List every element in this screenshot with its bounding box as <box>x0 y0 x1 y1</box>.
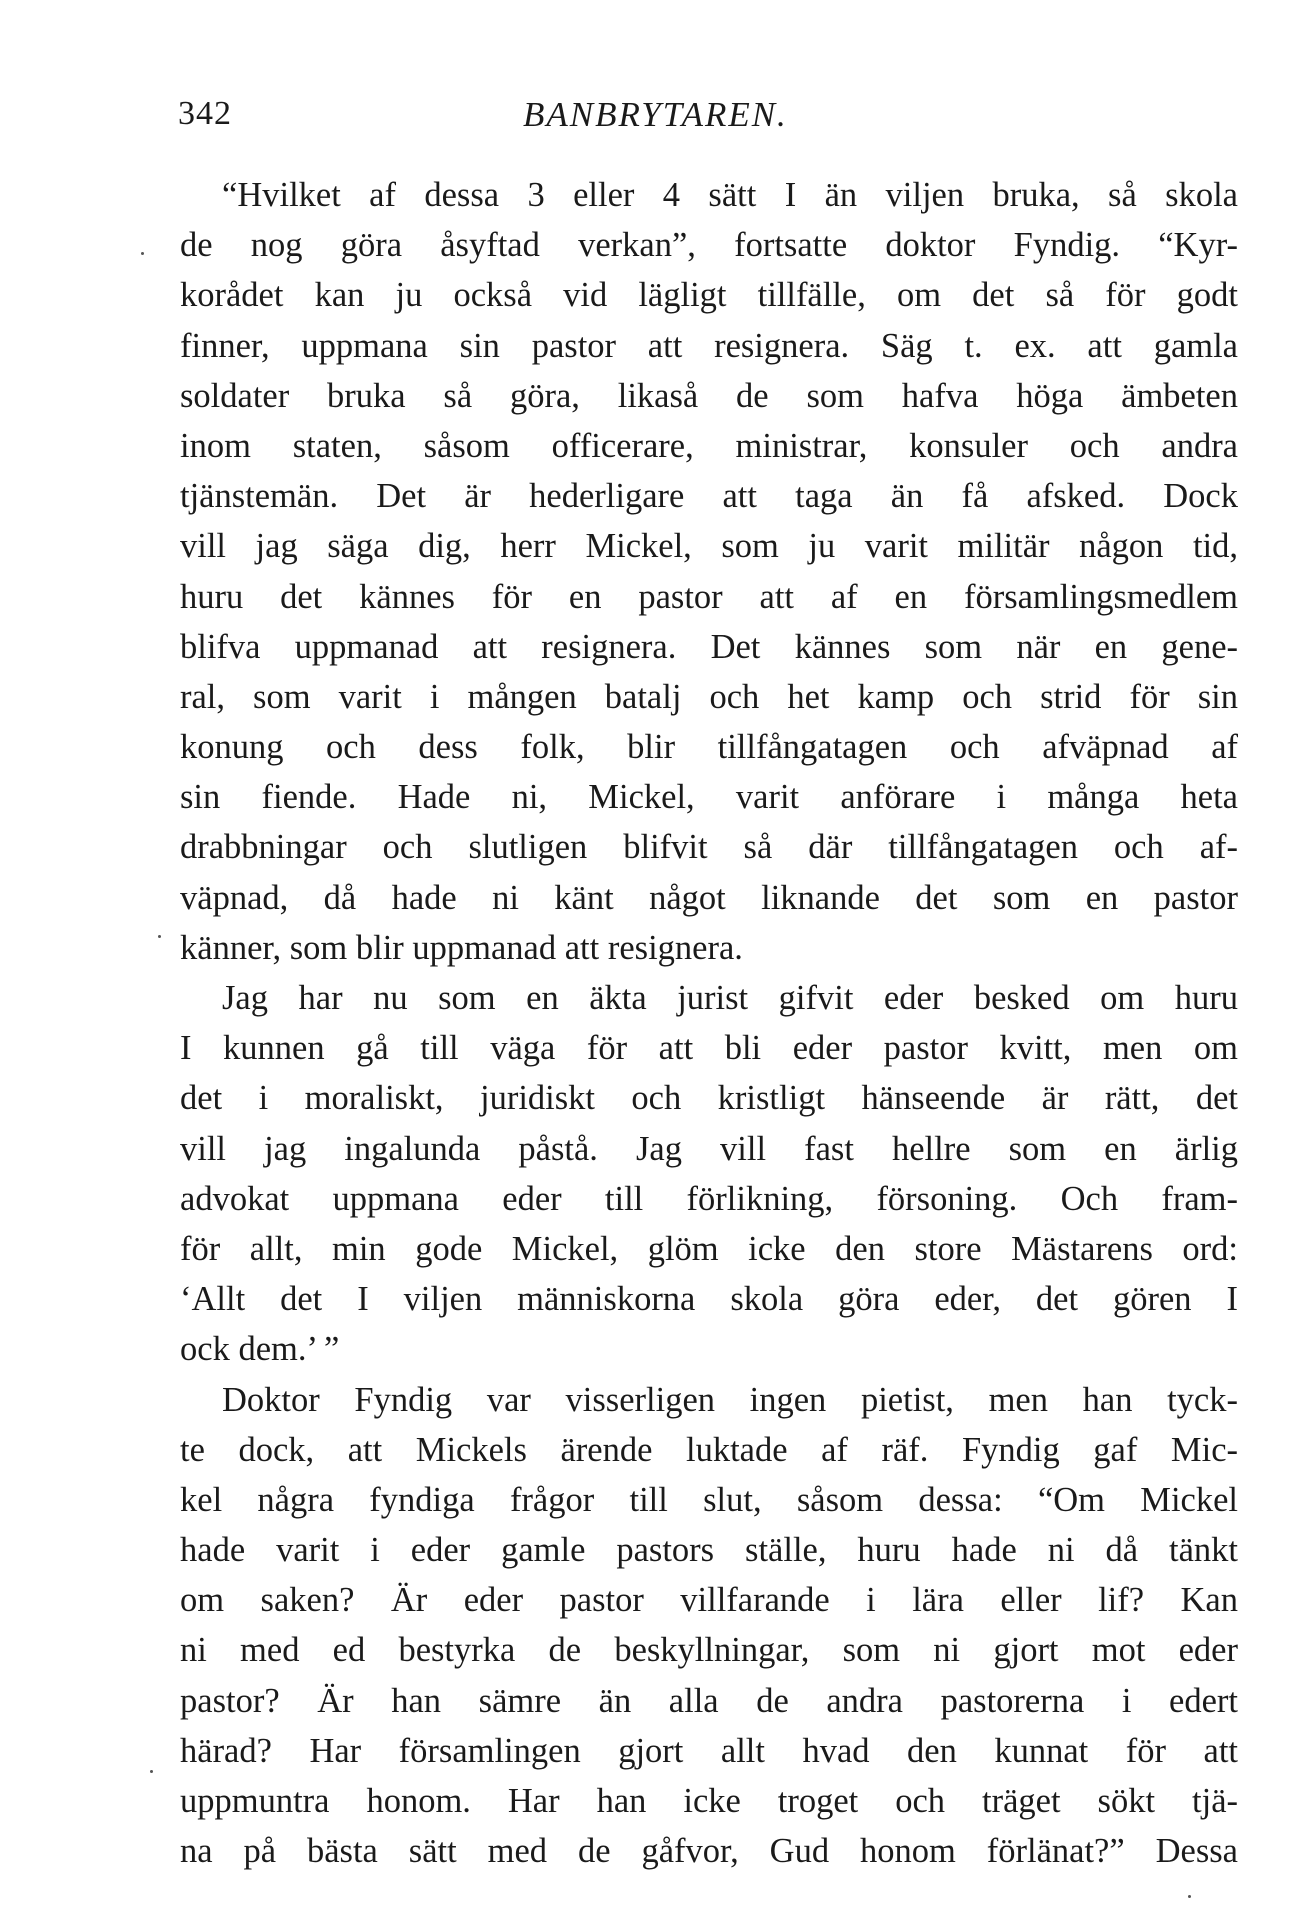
text-line: uppmuntra honom. Har han icke troget och träget sökt tjä- <box>180 1782 1238 1820</box>
scan-speck <box>158 935 161 938</box>
text-line: drabbningar och slutligen blifvit så där tillfångatagen och af- <box>180 828 1238 867</box>
text-line: ni med ed bestyrka de beskyllningar, som ni gjort mot eder <box>180 1631 1238 1670</box>
text-line: “Hvilket af dessa 3 eller 4 sätt I än viljen bruka, så skola <box>222 176 1238 214</box>
text-line: vill jag ingalunda påstå. Jag vill fast hellre som en ärlig <box>180 1129 1238 1168</box>
scan-speck <box>1188 1895 1191 1898</box>
text-line: väpnad, då hade ni känt något liknande det som en pastor <box>180 878 1238 917</box>
text-line: korådet kan ju också vid lägligt tillfälle, om det så för godt <box>180 276 1238 315</box>
scan-speck <box>150 1770 153 1773</box>
text-line: härad? Har församlingen gjort allt hvad den kunnat för att <box>180 1731 1238 1770</box>
text-line: tjänstemän. Det är hederligare att taga än få afsked. Dock <box>180 477 1238 516</box>
text-line: sin fiende. Hade ni, Mickel, varit anförare i många heta <box>180 778 1238 817</box>
text-line: na på bästa sätt med de gåfvor, Gud honom förlänat?” Dessa <box>180 1832 1238 1871</box>
text-line: te dock, att Mickels ärende luktade af räf. Fyndig gaf Mic- <box>180 1430 1238 1469</box>
text-line: konung och dess folk, blir tillfångatagen och afväpnad af <box>180 728 1238 767</box>
body-text <box>180 170 1238 1876</box>
text-line: huru det kännes för en pastor att af en församlingsmedlem <box>180 577 1238 616</box>
text-line: ock dem.’ ” <box>180 1330 340 1369</box>
text-line: inom staten, såsom officerare, ministrar, konsuler och andra <box>180 426 1238 465</box>
scan-speck <box>141 252 144 255</box>
text-line: känner, som blir uppmanad att resignera. <box>180 928 743 967</box>
page-number: 342 <box>178 95 232 132</box>
text-line: ral, som varit i mången batalj och het kamp och strid för sin <box>180 677 1238 716</box>
text-line: blifva uppmanad att resignera. Det kännes som när en gene- <box>180 627 1238 666</box>
text-line: advokat uppmana eder till förlikning, försoning. Och fram- <box>180 1179 1238 1218</box>
text-line: ‘Allt det I viljen människorna skola göra eder, det gören I <box>180 1280 1238 1319</box>
page-header <box>178 95 1238 145</box>
text-line: det i moraliskt, juridiskt och kristligt hänseende är rätt, det <box>180 1079 1238 1118</box>
running-title: BANBRYTAREN. <box>523 95 788 134</box>
text-line: I kunnen gå till väga för att bli eder pastor kvitt, men om <box>180 1029 1238 1068</box>
text-line: för allt, min gode Mickel, glöm icke den store Mästarens ord: <box>180 1229 1238 1268</box>
text-line: hade varit i eder gamle pastors ställe, huru hade ni då tänkt <box>180 1531 1238 1570</box>
text-line: pastor? Är han sämre än alla de andra pastorerna i edert <box>180 1681 1238 1720</box>
text-line: Doktor Fyndig var visserligen ingen pietist, men han tyck- <box>222 1380 1238 1419</box>
text-line: kel några fyndiga frågor till slut, såsom dessa: “Om Mickel <box>180 1480 1238 1519</box>
text-line: om saken? Är eder pastor villfarande i lära eller lif? Kan <box>180 1581 1238 1620</box>
text-line: soldater bruka så göra, likaså de som hafva höga ämbeten <box>180 376 1238 415</box>
text-line: vill jag säga dig, herr Mickel, som ju varit militär någon tid, <box>180 527 1238 566</box>
text-line: de nog göra åsyftad verkan”, fortsatte doktor Fyndig. “Kyr- <box>180 226 1238 265</box>
text-line: finner, uppmana sin pastor att resignera. Säg t. ex. att gamla <box>180 326 1238 365</box>
text-line: Jag har nu som en äkta jurist gifvit eder besked om huru <box>222 979 1238 1017</box>
